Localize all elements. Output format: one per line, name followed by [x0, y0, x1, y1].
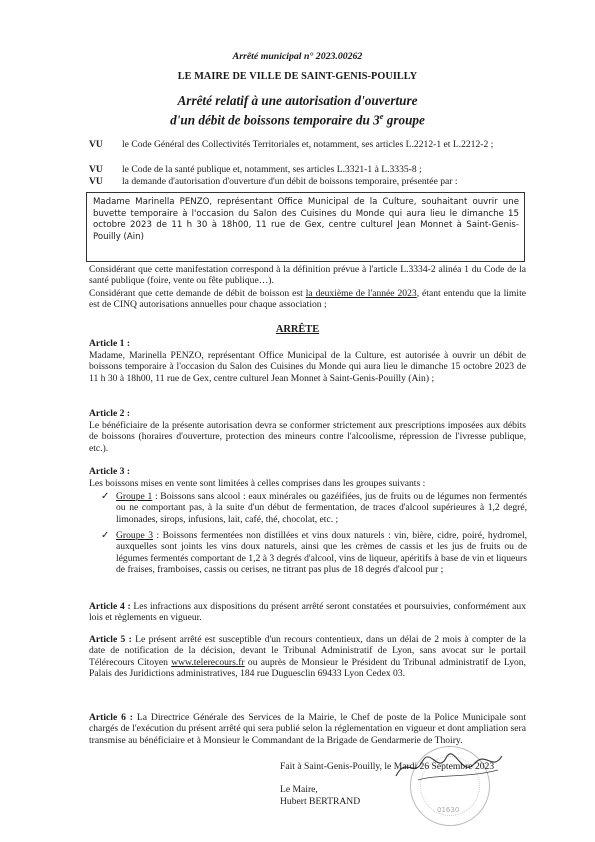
article-4-heading: Article 4 : [89, 601, 131, 612]
vu-label: VU [89, 164, 103, 175]
group-3-item [116, 530, 527, 576]
seal-number: 01630 [437, 806, 460, 814]
article-5-heading: Article 5 : [89, 634, 132, 645]
article-5 [89, 634, 526, 680]
decree-title-line-1: Arrêté relatif à une autorisation d'ouverture [177, 93, 418, 108]
telerecours-link[interactable]: www.telerecours.fr [171, 656, 245, 668]
title-line-2-end: groupe [383, 112, 425, 128]
group-3-label: Groupe 3 [116, 530, 154, 541]
vu-text: la demande d'autorisation d'ouverture d'un débit de boissons temporaire, présentée par : [122, 176, 458, 187]
considerant-2-end: , étant entendu que la limite est de CINQ autorisations annuelles pour chaque association ; [89, 288, 526, 311]
title-line-2-start: d'un débit de boissons temporaire du 3 [170, 112, 380, 128]
article-4 [89, 601, 526, 624]
arrete-heading: ARRÊTE [275, 324, 320, 335]
mayor-name: Hubert BERTRAND [280, 796, 361, 807]
article-5-text-end: ou auprès de Monsieur le Président du Tribunal administratif de Lyon, Palais des Juridictions administratives, 184 rue Duguesclin 69433 Lyon Cedex 03. [89, 656, 526, 680]
vu-line-3 [89, 176, 529, 187]
title-superscript: e [379, 111, 384, 121]
group-1-item [116, 491, 527, 525]
article-6-text: La Directrice Générale des Services de la Mairie, le Chef de poste de la Police Municipale sont chargés de l'exécution du présent arrêté qui sera publié selon la réglementation en vigueur et dont ampliation sera transmise au bénéficiaire et à Monsieur le Commandant de la Brigade de Gendarmerie de Thoiry. [89, 712, 526, 746]
article-5-text-start: Le présent arrêté est susceptible d'un recours contentieux, dans un délai de 2 mois à compter de la date de notification de la décision, devant le Tribunal Administratif de Lyon, sans avocat sur le portail Télérecours Citoyen [89, 634, 526, 668]
article-6-heading: Article 6 : [89, 712, 134, 723]
considerant-2-underlined: la deuxième de l'année 2023 [305, 288, 417, 299]
vu-label: VU [89, 176, 103, 187]
vu-line-2 [89, 164, 529, 175]
article-1-text: Madame, Marinella PENZO, représentant Office Municipal de la Culture, est autorisée à ouvrir un débit de boissons temporaire à l'occasion du Salon des Cuisines du Monde qui aura lieu le dimanche 15 octobre 2023 de 11 h 30 à 18h00, 11 rue de Gex, centre culturel Jean Monnet à Saint-Genis-Pouilly (Ain) ; [89, 350, 526, 384]
vu-text: le Code de la santé publique et, notamment, ses articles L.3321-1 à L.3335-8 ; [122, 164, 422, 175]
mayor-role: Le Maire, [280, 784, 318, 795]
vu-label: VU [89, 139, 103, 150]
vu-line-1 [89, 139, 529, 150]
article-2-heading: Article 2 : [89, 408, 131, 419]
request-box: Madame Marinella PENZO, représentant Office Municipal de la Culture, souhaitant ouvrir une buvette temporaire à l'occasion du Salon des Cuisines du Monde qui aura lieu le dimanche 15 octobre 2023 de 11 h 30 à 18h00, 11 rue de Gex, centre culturel Jean Monnet à Saint-Genis-Pouilly (Ain) [86, 192, 525, 262]
group-1-label: Groupe 1 [116, 491, 153, 502]
article-3-intro: Les boissons mises en vente sont limitées à celles comprises dans les groupes suivants : [89, 478, 426, 489]
checkmark-icon: ✓ [101, 530, 110, 541]
article-2-text: Le bénéficiaire de la présente autorisation devra se conformer strictement aux prescriptions imposées aux débits de boissons (horaires d'ouverture, protection des mineurs contre l'alcoolisme, répression de l'ivresse publique, etc.). [89, 420, 526, 454]
place-date: Fait à Saint-Genis-Pouilly, le Mardi 26 Septembre 2023 [280, 761, 495, 772]
group-1-text: : Boissons sans alcool : eaux minérales ou gazéifiées, jus de fruits ou de légumes non fermentés ou ne comportant pas, à la suite d'un début de fermentation, de traces d'alcool supérieures à 1,2 degré, limonades, sirops, infusions, lait, café, thé, chocolat, etc. ; [116, 491, 527, 525]
considerant-1: Considérant que cette manifestation correspond à la définition prévue à l'article L.3334-2 alinéa 1 du Code de la santé publique (foire, vente ou fête publique…). [89, 264, 526, 287]
decree-reference: Arrêté municipal n° 2023.00262 [232, 51, 363, 62]
article-1-heading: Article 1 : [89, 338, 131, 349]
considerant-2-start: Considérant que cette demande de débit de boisson est [89, 288, 306, 299]
group-3-text: : Boissons fermentées non distillées et vins doux naturels : vin, bière, cidre, poiré, hydromel, auxquelles sont joints les vins doux naturels, ainsi que les crèmes de cassis et les jus de fruits ou de légumes fermentés comportant de 1,2 à 3 degrés d'alcool, vins de liqueur, apéritifs à base de vin et liqueurs de fraises, framboises, cassis ou cerises, ne titrant pas plus de 18 degrés d'alcool pur ; [116, 530, 528, 576]
mayor-heading: LE MAIRE DE VILLE DE SAINT-GENIS-POUILLY [177, 71, 418, 82]
article-4-text: Les infractions aux dispositions du présent arrêté seront constatées et poursuivies, conformément aux lois et règlements en vigueur. [89, 601, 526, 624]
decree-title-line-2 [0, 109, 595, 127]
article-6 [89, 712, 526, 746]
considerant-2 [89, 288, 526, 311]
article-3-heading: Article 3 : [89, 466, 131, 477]
checkmark-icon: ✓ [101, 491, 110, 502]
vu-text: le Code Général des Collectivités Territoriales et, notamment, ses articles L.2212-1 et L.2212-2 ; [122, 139, 494, 150]
